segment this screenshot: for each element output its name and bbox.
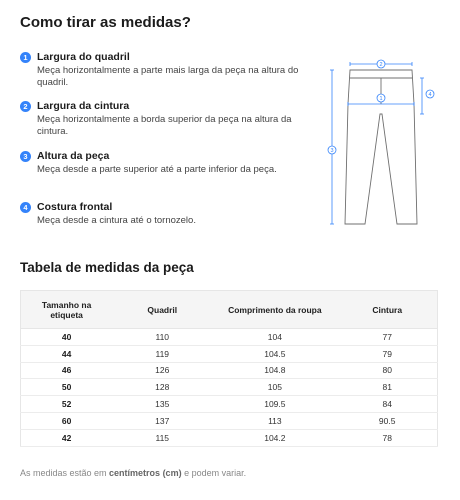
cell-size: 50 — [21, 379, 113, 396]
column-header-waist: Cintura — [337, 291, 437, 329]
cell-size: 60 — [21, 412, 113, 429]
cell-hip: 110 — [112, 329, 212, 346]
cell-waist: 77 — [337, 329, 437, 346]
cell-length: 104.8 — [212, 362, 337, 379]
cell-hip: 115 — [112, 429, 212, 446]
step-front-seam — [20, 201, 310, 227]
note-unit: centímetros (cm) — [109, 468, 182, 478]
pants-outline — [345, 70, 417, 224]
cell-length: 109.5 — [212, 396, 337, 413]
step-garment-height — [20, 150, 310, 176]
page-title: Como tirar as medidas? — [20, 14, 191, 31]
measurement-note — [20, 468, 246, 478]
step-hip-width — [20, 51, 310, 89]
cell-length: 104 — [212, 329, 337, 346]
size-table — [20, 290, 438, 447]
cell-size: 42 — [21, 429, 113, 446]
cell-size: 52 — [21, 396, 113, 413]
cell-hip: 119 — [112, 345, 212, 362]
step-description: Meça horizontalmente a borda superior da peça na altura da cintura. — [37, 114, 292, 137]
table-row — [21, 379, 438, 396]
step-title: Altura da peça — [37, 150, 110, 162]
table-row — [21, 362, 438, 379]
cell-waist: 84 — [337, 396, 437, 413]
step-description: Meça horizontalmente a parte mais larga da peça na altura do quadril. — [37, 65, 299, 88]
cell-hip: 128 — [112, 379, 212, 396]
step-number-badge: 1 — [20, 52, 31, 63]
cell-waist: 79 — [337, 345, 437, 362]
table-header-row — [21, 291, 438, 329]
step-number-badge: 3 — [20, 151, 31, 162]
note-suffix: e podem variar. — [181, 468, 247, 478]
column-header-hip: Quadril — [112, 291, 212, 329]
pants-measurement-illustration — [318, 52, 438, 232]
step-title: Largura da cintura — [37, 100, 130, 112]
step-waist-width — [20, 100, 310, 138]
cell-waist: 80 — [337, 362, 437, 379]
cell-size: 46 — [21, 362, 113, 379]
table-row — [21, 412, 438, 429]
step-title: Costura frontal — [37, 201, 113, 213]
table-row — [21, 396, 438, 413]
cell-length: 113 — [212, 412, 337, 429]
table-row — [21, 429, 438, 446]
step-title: Largura do quadril — [37, 51, 130, 63]
cell-waist: 90.5 — [337, 412, 437, 429]
marker-label: 1 — [379, 96, 383, 103]
column-header-length: Comprimento da roupa — [212, 291, 337, 329]
table-row — [21, 345, 438, 362]
cell-size: 44 — [21, 345, 113, 362]
marker-label: 4 — [428, 92, 432, 99]
cell-waist: 78 — [337, 429, 437, 446]
cell-hip: 126 — [112, 362, 212, 379]
table-row — [21, 329, 438, 346]
cell-hip: 137 — [112, 412, 212, 429]
step-number-badge: 4 — [20, 202, 31, 213]
step-description: Meça desde a cintura até o tornozelo. — [37, 215, 196, 226]
note-prefix: As medidas estão em — [20, 468, 110, 478]
cell-waist: 81 — [337, 379, 437, 396]
marker-label: 2 — [379, 62, 383, 69]
cell-length: 104.5 — [212, 345, 337, 362]
size-table-title: Tabela de medidas da peça — [20, 260, 194, 275]
cell-hip: 135 — [112, 396, 212, 413]
step-number-badge: 2 — [20, 101, 31, 112]
cell-size: 40 — [21, 329, 113, 346]
cell-length: 105 — [212, 379, 337, 396]
column-header-size: Tamanho na etiqueta — [21, 291, 113, 329]
marker-label: 3 — [330, 148, 334, 155]
step-description: Meça desde a parte superior até a parte inferior da peça. — [37, 164, 277, 175]
cell-length: 104.2 — [212, 429, 337, 446]
measure-lines — [330, 62, 424, 224]
measure-markers — [328, 60, 434, 154]
